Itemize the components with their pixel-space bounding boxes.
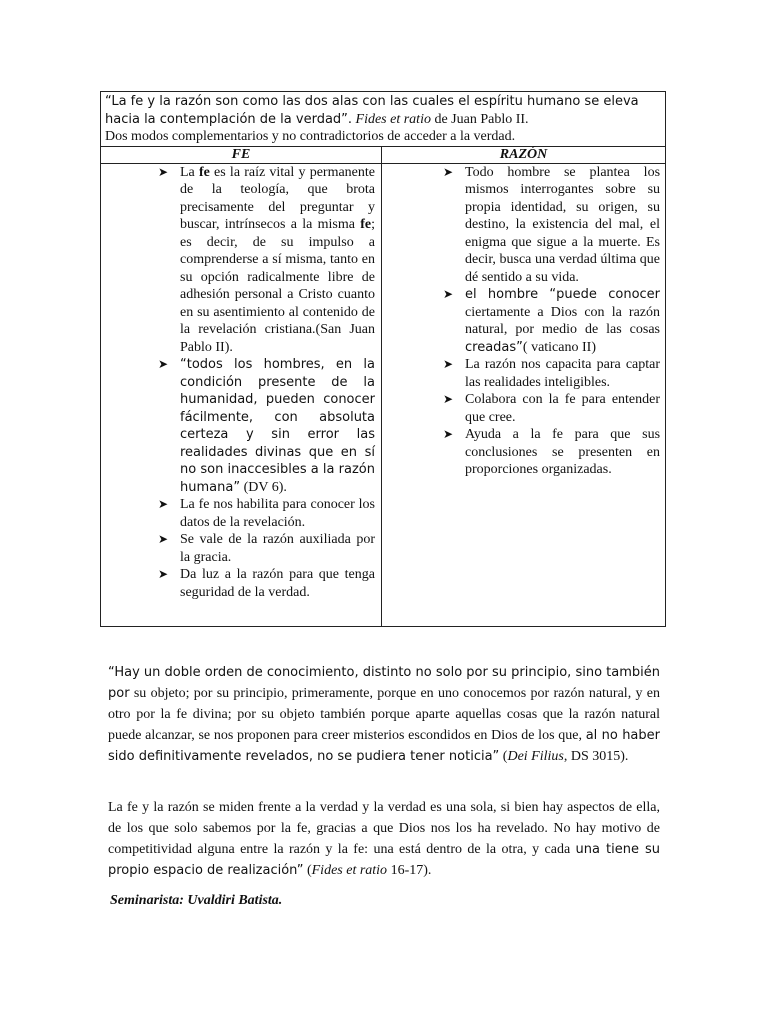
opening-quote: “La fe y la razón son como las dos alas con las cuales el espíritu humano se eleva hacia la contemplación de la verdad”. Fides et ratio de Juan Pablo II. <box>105 94 639 127</box>
arrowhead-bullet-icon: ➤ <box>158 567 169 581</box>
list-item: ➤ Se vale de la razón auxiliada por la gracia. <box>158 532 375 565</box>
arrowhead-bullet-icon: ➤ <box>158 357 169 371</box>
razon-column <box>382 163 666 626</box>
fe-column-header: FE <box>101 146 382 163</box>
list-item: ➤ Da luz a la razón para que tenga seguridad de la verdad. <box>158 567 375 600</box>
arrowhead-bullet-icon: ➤ <box>443 427 454 441</box>
arrowhead-bullet-icon: ➤ <box>443 287 454 301</box>
list-item: ➤ La fe nos habilita para conocer los datos de la revelación. <box>158 497 375 530</box>
list-item: ➤ La razón nos capacita para captar las realidades inteligibles. <box>443 357 661 390</box>
fe-column <box>101 163 382 626</box>
list-item: ➤ “todos los hombres, en la condición presente de la humanidad, pueden conocer fácilmente, con absoluta certeza y sin error las realidades divinas que en sí no son inaccesibles a la razón humana” (DV 6). <box>158 357 375 495</box>
razon-list <box>385 164 662 479</box>
arrowhead-bullet-icon: ➤ <box>158 164 169 179</box>
table-subtitle: Dos modos complementarios y no contradictorios de acceder a la verdad. <box>105 129 516 144</box>
arrowhead-bullet-icon: ➤ <box>443 357 454 371</box>
arrowhead-bullet-icon: ➤ <box>158 497 169 511</box>
list-item: ➤ Ayuda a la fe para que sus conclusiones se presenten en proporciones organizadas. <box>443 427 661 477</box>
fe-list <box>104 164 378 602</box>
razon-column-header: RAZÓN <box>382 146 666 163</box>
list-item: ➤ Todo hombre se plantea los mismos interrogantes sobre su propia identidad, su origen, su destino, la existencia del mal, el enigma que sigue a la muerte. Es decir, busca una verdad última que dé sentido a su vida. <box>443 164 661 285</box>
fides-et-ratio-paragraph: La fe y la razón se miden frente a la verdad y la verdad es una sola, si bien hay aspectos de ella, de los que solo sabemos por la fe, gracias a que Dios nos los ha revelado. No hay motivo de competitividad alguna entre la razón y la fe: una está dentro de la otra, y cada una tiene su propio espacio de realización” (Fides et ratio 16-17). <box>108 800 660 878</box>
faith-reason-table <box>100 91 666 627</box>
arrowhead-bullet-icon: ➤ <box>443 164 454 179</box>
list-item: ➤ La fe es la raíz vital y permanente de la teología, que brota precisamente del preguntar y buscar, intrínsecos a la misma fe; es decir, de su impulso a comprenderse a sí misma, tanto en su opción radicalmente libre de adhesión personal a Cristo cuanto en su asentimiento al contenido de la revelación cristiana.(San Juan Pablo II). <box>158 164 375 355</box>
table-header-cell <box>101 92 666 147</box>
author-signature: Seminarista: Uvaldiri Batista. <box>110 893 283 908</box>
dei-filius-paragraph: “Hay un doble orden de conocimiento, distinto no solo por su principio, sino también por su objeto; por su principio, primeramente, porque en uno conocemos por razón natural, y en otro por la fe divina; por su objeto también porque aparte aquellas cosas que la razón natural puede alcanzar, se nos proponen para creer misterios escondidos en Dios de los que, al no haber sido definitivamente revelados, no se pudiera tener noticia” (Dei Filius, DS 3015). <box>108 665 660 764</box>
list-item: ➤ Colabora con la fe para entender que cree. <box>443 392 661 425</box>
arrowhead-bullet-icon: ➤ <box>443 392 454 406</box>
list-item: ➤ el hombre “puede conocer ciertamente a Dios con la razón natural, por medio de las cosas creadas”( vaticano II) <box>443 287 661 355</box>
arrowhead-bullet-icon: ➤ <box>158 532 169 546</box>
